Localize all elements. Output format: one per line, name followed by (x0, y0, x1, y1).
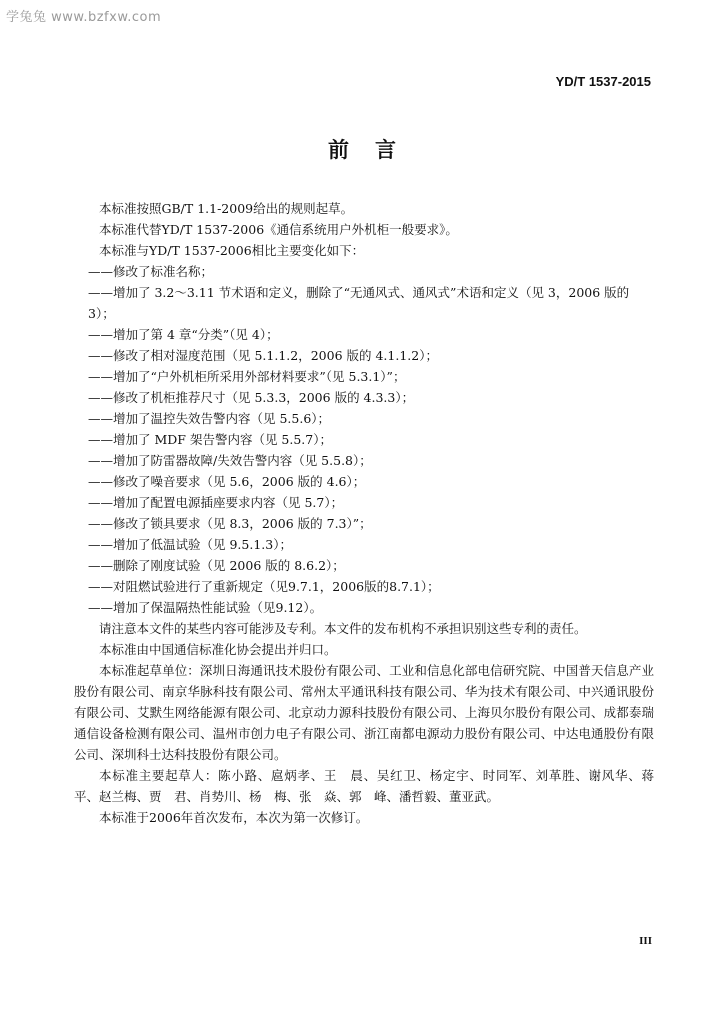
intro-paragraph: 本标准代替YD/T 1537-2006《通信系统用户外机柜一般要求》。 (99, 222, 458, 237)
patent-notice: 请注意本文件的某些内容可能涉及专利。本文件的发布机构不承担识别这些专利的责任。 (99, 621, 587, 636)
change-item: ——修改了相对湿度范围（见 5.1.1.2，2006 版的 4.1.1.2）； (88, 348, 438, 363)
revision-history-paragraph: 本标准于2006年首次发布，本次为第一次修订。 (99, 810, 369, 825)
drafting-units-paragraph: 本标准起草单位：深圳日海通讯技术股份有限公司、工业和信息化部电信研究院、中国普天信息产业股份有限公司、南京华脉科技有限公司、常州太平通讯科技有限公司、华为技术有限公司、中兴通讯股份有限公司、艾默生网络能源有限公司、北京动力源科技股份有限公司、上海贝尔股份有限公司、成都泰瑞通信设备检测有限公司、温州市创力电子有限公司、浙江南都电源动力股份有限公司、中达电通股份有限公司、深圳科士达科技股份有限公司。 (74, 663, 654, 762)
proposer-paragraph: 本标准由中国通信标准化协会提出并归口。 (99, 642, 337, 657)
document-body (74, 198, 667, 828)
change-item: ——增加了温控失效告警内容（见 5.5.6）； (88, 411, 331, 426)
change-item: ——增加了 3.2～3.11 节术语和定义，删除了“无通风式、通风式”术语和定义（见 3，2006 版的 3）； (88, 285, 630, 321)
change-item: ——增加了第 4 章“分类”（见 4）； (88, 327, 279, 342)
change-item: ——增加了保温隔热性能试验（见9.12）。 (88, 600, 323, 615)
intro-paragraph: 本标准按照GB/T 1.1-2009给出的规则起草。 (99, 201, 354, 216)
change-item: ——增加了防雷器故障/失效告警内容（见 5.5.8）； (88, 453, 372, 468)
standard-code: YD/T 1537-2015 (555, 74, 651, 89)
change-item: ——增加了配置电源插座要求内容（见 5.7）； (88, 495, 344, 510)
intro-paragraph: 本标准与YD/T 1537-2006相比主要变化如下： (99, 243, 365, 258)
change-item: ——修改了标准名称； (88, 264, 214, 279)
change-item: ——修改了锁具要求（见 8.3，2006 版的 7.3）”； (88, 516, 372, 531)
page-title: 前言 (328, 137, 422, 162)
site-watermark: 学兔兔 www.bzfxw.com (6, 10, 162, 25)
change-item: ——修改了噪音要求（见 5.6，2006 版的 4.6）； (88, 474, 366, 489)
change-item: ——增加了低温试验（见 9.5.1.3）； (88, 537, 292, 552)
drafters-paragraph: 本标准主要起草人：陈小路、扈炳孝、王 晨、吴红卫、杨定宇、时同军、刘革胜、谢风华、蒋 平、赵兰梅、贾 君、肖势川、杨 梅、张 焱、郭 峰、潘哲毅、董亚武。 (74, 768, 667, 804)
change-item: ——修改了机柜推荐尺寸（见 5.3.3，2006 版的 4.3.3）； (88, 390, 415, 405)
change-item: ——对阻燃试验进行了重新规定（见9.7.1，2006版的8.7.1）； (88, 579, 440, 594)
change-item: ——增加了“户外机柜所采用外部材料要求”（见 5.3.1）”； (88, 369, 406, 384)
change-item: ——删除了刚度试验（见 2006 版的 8.6.2）； (88, 558, 345, 573)
page-number: III (639, 935, 652, 947)
change-item: ——增加了 MDF 架告警内容（见 5.5.7）； (88, 432, 332, 447)
